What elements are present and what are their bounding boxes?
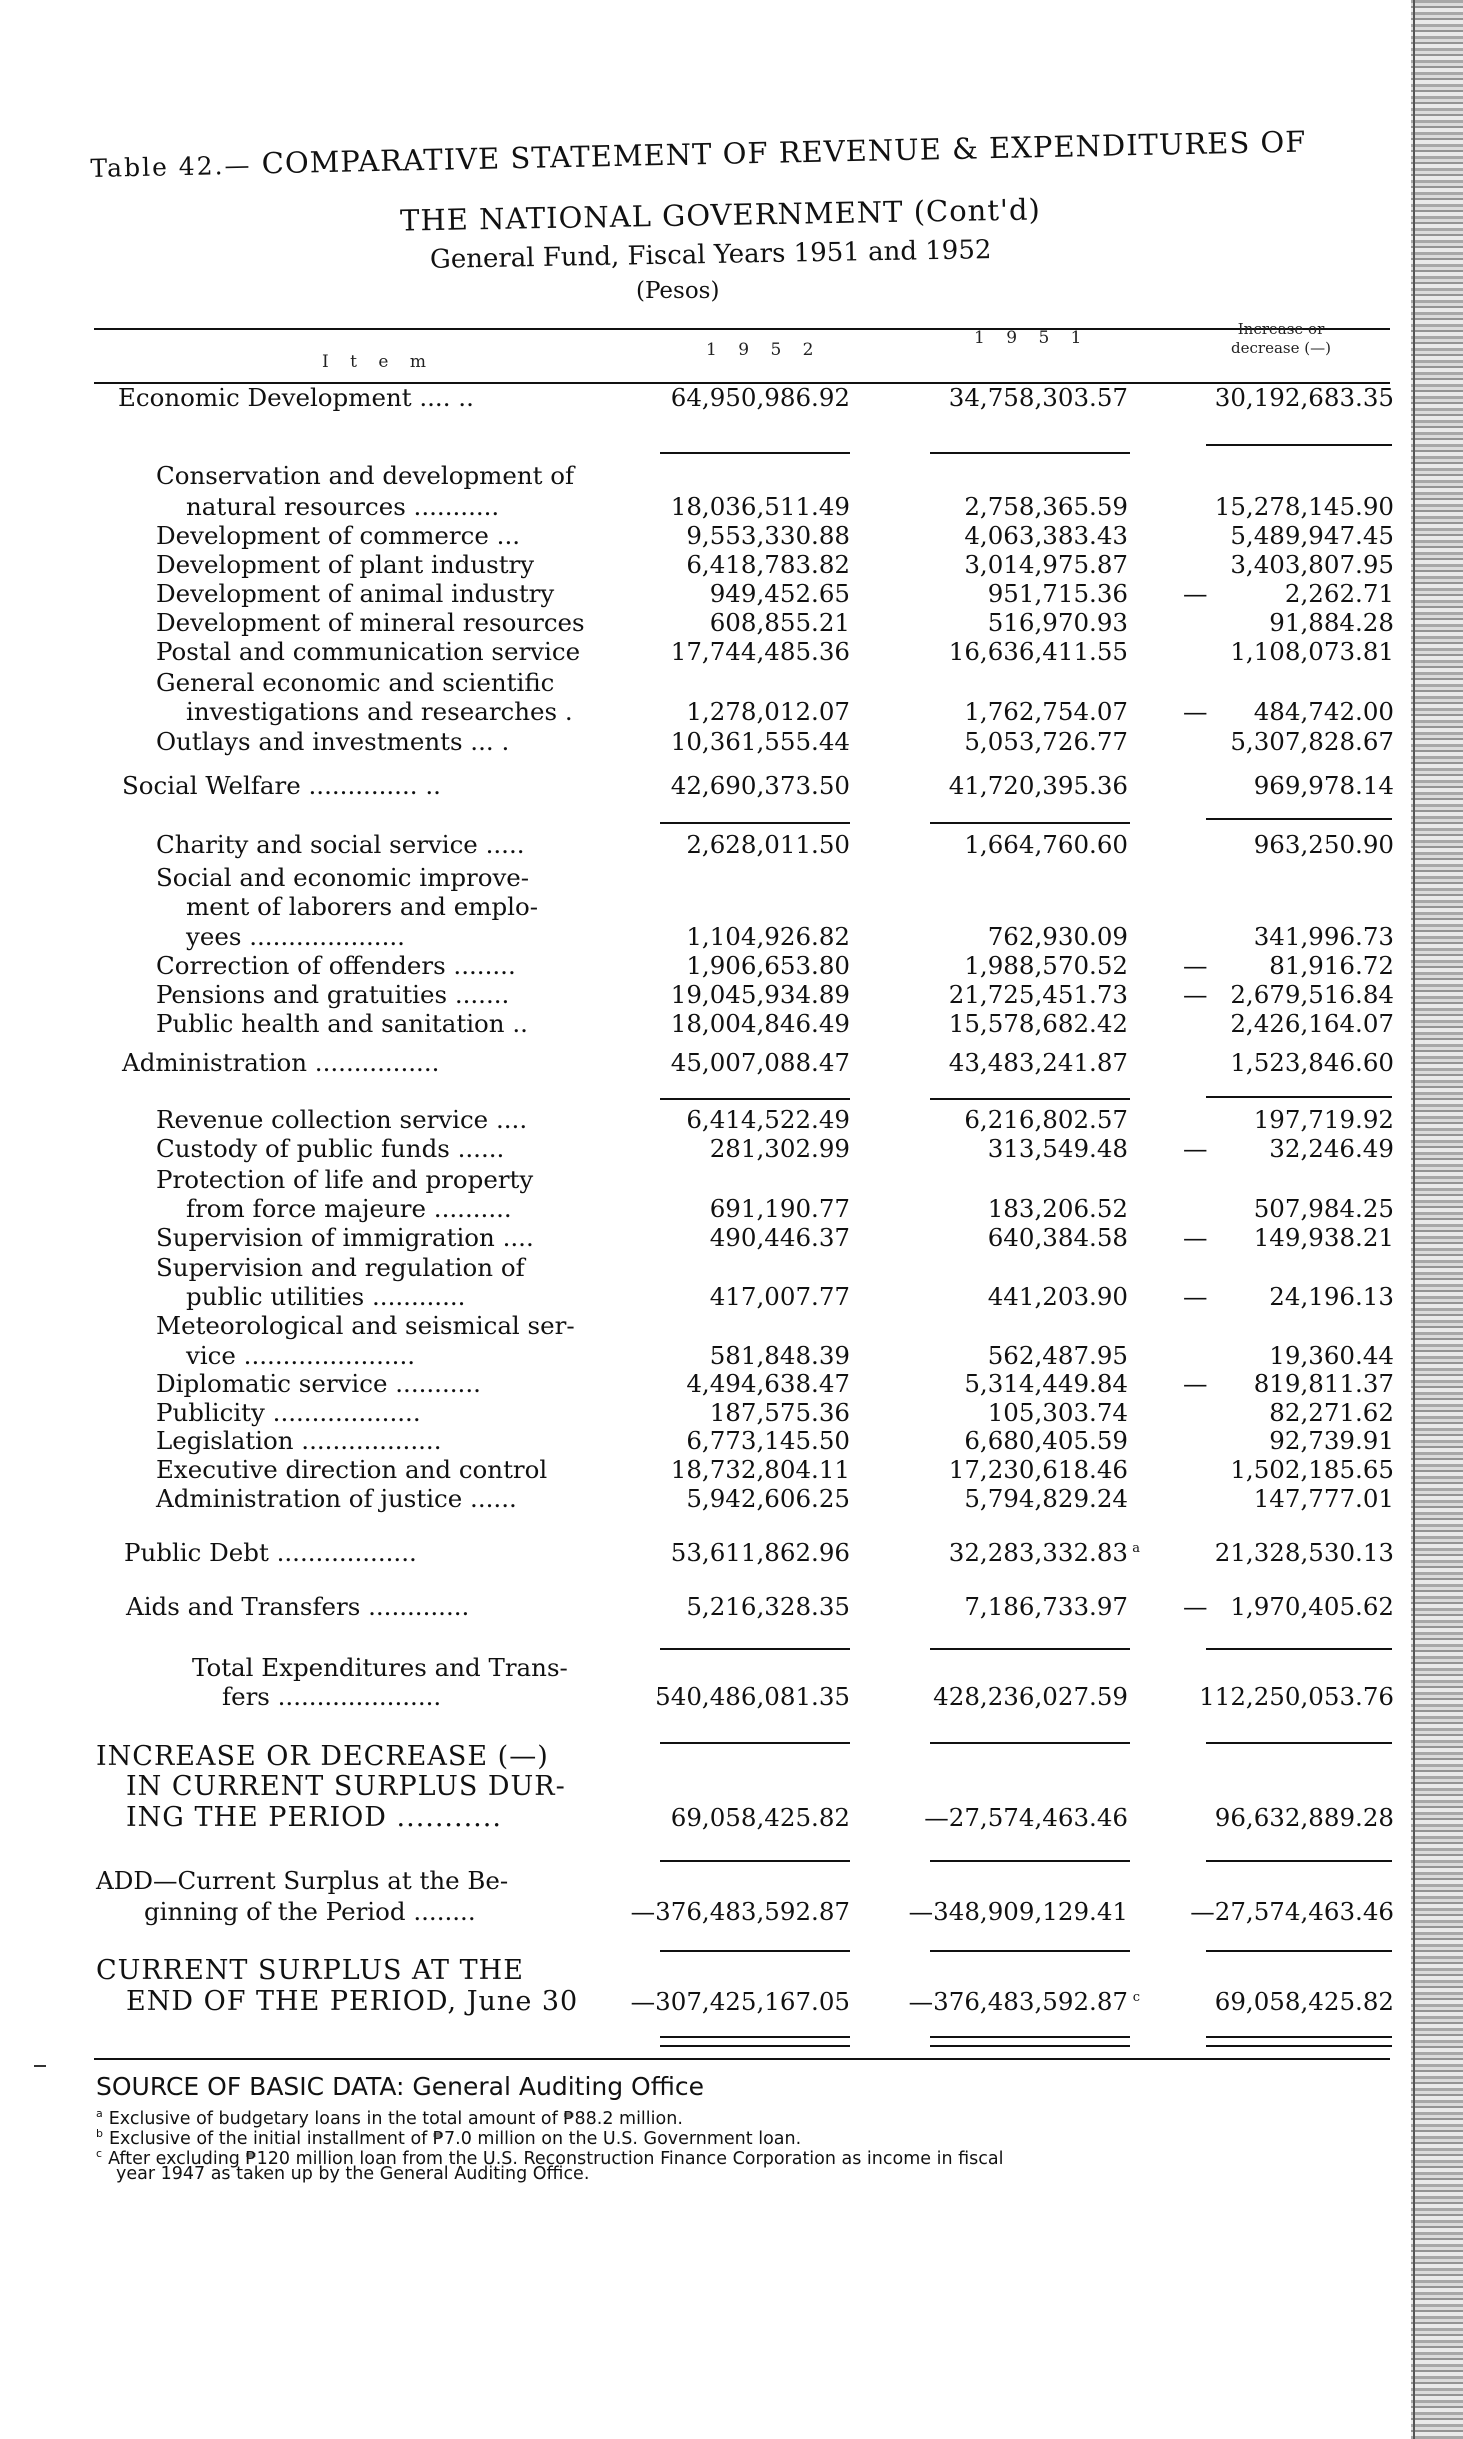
row-label: Economic Development .... .. (118, 383, 474, 412)
value-change: 1,502,185.65 (1230, 1455, 1394, 1484)
footnote-reference: c (1132, 1990, 1140, 2005)
row-label: Administration ................ (122, 1048, 440, 1077)
value-1951-text: 7,186,733.97 (964, 1592, 1128, 1621)
underline (1206, 1096, 1392, 1098)
value-1951 (964, 492, 1128, 522)
value-change: 969,978.14 (1253, 771, 1394, 800)
table-row (0, 461, 1400, 491)
value-change: 81,916.72 (1269, 951, 1394, 980)
table-row (0, 922, 1400, 952)
table-row (0, 1048, 1400, 1078)
value-1952: 64,950,986.92 (670, 383, 850, 412)
value-1951-text: —27,574,463.46 (924, 1803, 1128, 1832)
value-1951-text: 428,236,027.59 (933, 1682, 1128, 1711)
value-change: 5,307,828.67 (1230, 727, 1394, 756)
value-1951 (964, 727, 1128, 757)
underline (660, 1950, 850, 1952)
value-1951 (988, 1341, 1128, 1371)
value-1952: 45,007,088.47 (670, 1048, 850, 1077)
value-1951 (964, 951, 1128, 981)
value-change: 341,996.73 (1253, 922, 1394, 951)
table-number: Table 42.— (90, 150, 252, 183)
row-label: END OF THE PERIOD, June 30 (126, 1986, 579, 2017)
row-label: ment of laborers and emplo- (186, 892, 539, 921)
value-1951-text: 43,483,241.87 (948, 1048, 1128, 1077)
row-label: ING THE PERIOD ........... (126, 1802, 502, 1833)
table-row (0, 1009, 1400, 1039)
value-1951 (988, 1134, 1128, 1164)
value-1951 (964, 1426, 1128, 1456)
row-label: CURRENT SURPLUS AT THE (96, 1955, 524, 1986)
value-1951-text: 2,758,365.59 (964, 492, 1128, 521)
value-change: 2,679,516.84 (1230, 980, 1394, 1009)
table-row (0, 1455, 1400, 1485)
table-row (0, 1484, 1400, 1514)
row-label: IN CURRENT SURPLUS DUR- (126, 1771, 566, 1802)
value-1951-text: 6,216,802.57 (964, 1105, 1128, 1134)
value-change: 96,632,889.28 (1214, 1803, 1394, 1832)
table-row (0, 1253, 1400, 1283)
row-label: Postal and communication service (156, 637, 581, 666)
value-1952: —307,425,167.05 (630, 1987, 850, 2016)
table-row (0, 1105, 1400, 1135)
margin-mark (34, 2065, 46, 2067)
row-label: Social and economic improve- (156, 863, 530, 892)
table-unit: (Pesos) (636, 278, 720, 304)
row-label: Correction of offenders ........ (156, 951, 516, 980)
value-1951-text: 16,636,411.55 (948, 637, 1128, 666)
table-row (0, 830, 1400, 860)
value-1952: 187,575.36 (709, 1398, 850, 1427)
row-label: Custody of public funds ...... (156, 1134, 505, 1163)
value-change: 2,262.71 (1284, 579, 1394, 608)
value-1952: 9,553,330.88 (686, 521, 850, 550)
row-label: Charity and social service ..... (156, 830, 525, 859)
row-label: ADD—Current Surplus at the Be- (96, 1866, 509, 1895)
value-1951 (909, 1897, 1128, 1927)
value-1951 (949, 1048, 1128, 1078)
row-label: Revenue collection service .... (156, 1105, 528, 1134)
value-1951-text: 640,384.58 (987, 1223, 1128, 1252)
double-underline (660, 2036, 850, 2047)
footnote-reference: a (1132, 1541, 1140, 1556)
value-1951-text: 516,970.93 (987, 608, 1128, 637)
value-1951-text: 4,063,383.43 (964, 521, 1128, 550)
table-title-line1: COMPARATIVE STATEMENT OF REVENUE & EXPENDITURES OF (261, 124, 1307, 181)
underline (660, 452, 850, 454)
value-1952: 1,104,926.82 (686, 922, 850, 951)
value-1951 (949, 1455, 1128, 1485)
row-label: vice ...................... (186, 1341, 416, 1370)
decrease-sign: — (1183, 1134, 1208, 1163)
table-row (0, 980, 1400, 1010)
row-label: Supervision of immigration .... (156, 1223, 534, 1252)
table-row (0, 951, 1400, 981)
table-row (0, 1538, 1400, 1568)
value-1951-text: 17,230,618.46 (948, 1455, 1128, 1484)
value-change: 507,984.25 (1253, 1194, 1394, 1223)
value-change: 92,739.91 (1269, 1426, 1394, 1455)
value-1951-text: —348,909,129.41 (908, 1897, 1128, 1926)
footnote-mark: c (96, 2147, 103, 2160)
table-row (0, 1987, 1400, 2017)
table-row (0, 383, 1400, 413)
value-1951-text: 41,720,395.36 (948, 771, 1128, 800)
value-1952: 10,361,555.44 (670, 727, 850, 756)
table-row (0, 579, 1400, 609)
underline (1206, 1860, 1392, 1862)
value-1951 (964, 1592, 1128, 1622)
value-1951 (988, 579, 1128, 609)
table-row (0, 1341, 1400, 1371)
value-1952: 6,418,783.82 (686, 550, 850, 579)
row-label: Outlays and investments ... . (156, 727, 510, 756)
value-1951-text: 951,715.36 (987, 579, 1128, 608)
table-row (0, 1282, 1400, 1312)
row-label: Pensions and gratuities ....... (156, 980, 510, 1009)
value-1952: 1,906,653.80 (686, 951, 850, 980)
value-change: 19,360.44 (1269, 1341, 1394, 1370)
column-header-item: I t e m (322, 352, 434, 372)
value-change: 24,196.13 (1269, 1282, 1394, 1311)
table-row (0, 550, 1400, 580)
value-1951 (988, 608, 1128, 638)
footnote-text: After excluding ₱120 million loan from the U.S. Reconstruction Finance Corporation as income in fiscal (108, 2148, 1004, 2169)
row-label: natural resources ........... (186, 492, 500, 521)
value-1952: 5,216,328.35 (686, 1592, 850, 1621)
value-1951-text: 441,203.90 (987, 1282, 1128, 1311)
value-1951-text: 183,206.52 (987, 1194, 1128, 1223)
value-1952: 18,036,511.49 (670, 492, 850, 521)
row-label: Development of mineral resources (156, 608, 585, 637)
value-1952: 6,773,145.50 (686, 1426, 850, 1455)
value-1951-text: 5,794,829.24 (964, 1484, 1128, 1513)
footnote-mark: a (96, 2107, 103, 2120)
row-label: Administration of justice ...... (156, 1484, 517, 1513)
value-1951-text: 15,578,682.42 (948, 1009, 1128, 1038)
value-1951-text: 1,664,760.60 (964, 830, 1128, 859)
value-1952: 1,278,012.07 (686, 697, 850, 726)
value-change: 819,811.37 (1253, 1369, 1394, 1398)
table-row (0, 1772, 1400, 1802)
column-header-1952: 1 9 5 2 (706, 340, 822, 360)
underline (930, 1860, 1130, 1862)
underline (1206, 1950, 1392, 1952)
underline (1206, 818, 1392, 820)
value-1952: 417,007.77 (709, 1282, 850, 1311)
underline (930, 1648, 1130, 1650)
value-change: 30,192,683.35 (1214, 383, 1394, 412)
underline (660, 1648, 850, 1650)
value-change: 484,742.00 (1253, 697, 1394, 726)
table-row (0, 608, 1400, 638)
source-line: SOURCE OF BASIC DATA: General Auditing Office (96, 2072, 705, 2101)
decrease-sign: — (1183, 951, 1208, 980)
value-1952: 69,058,425.82 (670, 1803, 850, 1832)
table-row (0, 1311, 1400, 1341)
value-1952: 581,848.39 (709, 1341, 850, 1370)
table-row (0, 1194, 1400, 1224)
row-label: Executive direction and control (156, 1455, 548, 1484)
underline (930, 1742, 1130, 1744)
value-change: 21,328,530.13 (1214, 1538, 1394, 1567)
table-row (0, 1682, 1400, 1712)
value-1951-text: 1,988,570.52 (964, 951, 1128, 980)
value-change: 149,938.21 (1253, 1223, 1394, 1252)
underline (930, 1950, 1130, 1952)
value-1951-text: 21,725,451.73 (948, 980, 1128, 1009)
value-1951 (964, 1369, 1128, 1399)
value-1951 (964, 1484, 1128, 1514)
table-row (0, 1426, 1400, 1456)
row-label: Development of plant industry (156, 550, 535, 579)
row-label: Supervision and regulation of (156, 1253, 525, 1282)
decrease-sign: — (1183, 697, 1208, 726)
table-row (0, 697, 1400, 727)
table-row (0, 1866, 1400, 1896)
underline (930, 452, 1130, 454)
row-label: Conservation and development of (156, 461, 575, 490)
value-1951 (988, 1223, 1128, 1253)
value-1951 (988, 1398, 1128, 1428)
underline (660, 1742, 850, 1744)
value-1951 (964, 1105, 1128, 1135)
table-row (0, 668, 1400, 698)
table-row (0, 1742, 1400, 1772)
value-1951-text: 6,680,405.59 (964, 1426, 1128, 1455)
row-label: yees .................... (186, 922, 405, 951)
value-change: 15,278,145.90 (1214, 492, 1394, 521)
value-change: 2,426,164.07 (1230, 1009, 1394, 1038)
underline (660, 1098, 850, 1100)
value-1951-text: 105,303.74 (987, 1398, 1128, 1427)
table-row (0, 1165, 1400, 1195)
table-row (0, 1803, 1400, 1833)
value-1951 (988, 1194, 1128, 1224)
footnote-text: Exclusive of budgetary loans in the total amount of ₱88.2 million. (108, 2108, 683, 2129)
value-1951 (964, 550, 1128, 580)
value-1951-text: 1,762,754.07 (964, 697, 1128, 726)
value-1952: 17,744,485.36 (670, 637, 850, 666)
footnote-text: year 1947 as taken up by the General Auditing Office. (116, 2164, 590, 2184)
footnote-mark: b (96, 2127, 103, 2140)
double-underline (1206, 2036, 1392, 2047)
double-underline (930, 2036, 1130, 2047)
row-label: ginning of the Period ........ (144, 1897, 476, 1926)
value-1951 (933, 1682, 1128, 1712)
value-1952: 6,414,522.49 (686, 1105, 850, 1134)
value-1951 (949, 771, 1128, 801)
value-1951-text: 313,549.48 (987, 1134, 1128, 1163)
row-label: Legislation .................. (156, 1426, 442, 1455)
table-row (0, 727, 1400, 757)
value-1951 (924, 1803, 1128, 1833)
value-1952: 4,494,638.47 (686, 1369, 850, 1398)
page-edge-line (1413, 0, 1415, 2439)
table-row (0, 1592, 1400, 1622)
value-1951-text: 32,283,332.83 (948, 1538, 1128, 1567)
value-change: 112,250,053.76 (1199, 1682, 1394, 1711)
value-1951 (949, 980, 1128, 1010)
row-label: Aids and Transfers ............. (126, 1592, 470, 1621)
value-1952: —376,483,592.87 (630, 1897, 850, 1926)
table-row (0, 1653, 1400, 1683)
table-row (0, 521, 1400, 551)
footnote (116, 2164, 589, 2184)
underline (930, 822, 1130, 824)
value-change: 147,777.01 (1253, 1484, 1394, 1513)
column-header-change-line1: Increase or (1237, 320, 1325, 338)
table-row (0, 863, 1400, 893)
value-1952: 5,942,606.25 (686, 1484, 850, 1513)
value-1951 (908, 1987, 1140, 2017)
row-label: fers ..................... (222, 1682, 442, 1711)
row-label: Publicity ................... (156, 1398, 421, 1427)
row-label: Protection of life and property (156, 1165, 534, 1194)
table-row (0, 1398, 1400, 1428)
value-1951-text: 5,314,449.84 (964, 1369, 1128, 1398)
table-row (0, 637, 1400, 667)
row-label: Diplomatic service ........... (156, 1369, 481, 1398)
footnote-text: Exclusive of the initial installment of ₱7.0 million on the U.S. Government loan. (108, 2128, 802, 2149)
value-1952: 540,486,081.35 (655, 1682, 850, 1711)
value-change: 91,884.28 (1269, 608, 1394, 637)
table-subtitle: General Fund, Fiscal Years 1951 and 1952 (429, 235, 992, 275)
row-label: Public Debt .................. (124, 1538, 417, 1567)
underline (1206, 1648, 1392, 1650)
value-1952: 2,628,011.50 (686, 830, 850, 859)
value-1952: 281,302.99 (709, 1134, 850, 1163)
decrease-sign: — (1183, 1223, 1208, 1252)
value-change: 5,489,947.45 (1230, 521, 1394, 550)
value-change: 1,523,846.60 (1230, 1048, 1394, 1077)
row-label: from force majeure .......... (186, 1194, 512, 1223)
value-change: 1,108,073.81 (1230, 637, 1394, 666)
value-change: 32,246.49 (1269, 1134, 1394, 1163)
value-1951 (949, 383, 1128, 413)
value-1951 (949, 1009, 1128, 1039)
underline (930, 1098, 1130, 1100)
value-1951 (964, 521, 1128, 551)
value-1952: 608,855.21 (709, 608, 850, 637)
value-change: 197,719.92 (1253, 1105, 1394, 1134)
decrease-sign: — (1183, 1592, 1208, 1621)
column-header-1951: 1 9 5 1 (974, 328, 1090, 348)
row-label: Total Expenditures and Trans- (192, 1653, 568, 1682)
value-1951-text: 762,930.09 (987, 922, 1128, 951)
underline (660, 1860, 850, 1862)
value-1951-text: 3,014,975.87 (964, 550, 1128, 579)
row-label: Development of commerce ... (156, 521, 521, 550)
value-change: 82,271.62 (1269, 1398, 1394, 1427)
table-row (0, 1134, 1400, 1164)
value-1951-text: 562,487.95 (987, 1341, 1128, 1370)
row-label: investigations and researches . (186, 697, 573, 726)
value-1952: 42,690,373.50 (670, 771, 850, 800)
decrease-sign: — (1183, 980, 1208, 1009)
underline (1206, 1742, 1392, 1744)
value-1952: 18,732,804.11 (670, 1455, 850, 1484)
table-end-rule (94, 2058, 1390, 2060)
value-change: —27,574,463.46 (1190, 1897, 1394, 1926)
table-row (0, 1956, 1400, 1986)
table-row (0, 1897, 1400, 1927)
value-1952: 691,190.77 (709, 1194, 850, 1223)
table-row (0, 771, 1400, 801)
row-label: Social Welfare .............. .. (122, 771, 441, 800)
row-label: Meteorological and seismical ser- (156, 1311, 575, 1340)
table-title-line2: THE NATIONAL GOVERNMENT (Cont'd) (399, 192, 1042, 238)
column-header-change-line2: decrease (—) (1231, 339, 1331, 357)
row-label: General economic and scientific (156, 668, 555, 697)
table-title (90, 123, 1390, 184)
value-1951 (988, 1282, 1128, 1312)
decrease-sign: — (1183, 579, 1208, 608)
underline (1206, 444, 1392, 446)
table-row (0, 892, 1400, 922)
value-1952: 490,446.37 (709, 1223, 850, 1252)
decrease-sign: — (1183, 1369, 1208, 1398)
value-1951-text: 5,053,726.77 (964, 727, 1128, 756)
table-row (0, 492, 1400, 522)
value-1952: 53,611,862.96 (670, 1538, 850, 1567)
row-label: Public health and sanitation .. (156, 1009, 528, 1038)
value-1951-text: 34,758,303.57 (948, 383, 1128, 412)
scanned-page-edge (1411, 0, 1463, 2439)
value-1951 (949, 637, 1128, 667)
row-label: public utilities ............ (186, 1282, 466, 1311)
value-change: 69,058,425.82 (1214, 1987, 1394, 2016)
table-row (0, 1223, 1400, 1253)
value-1951 (964, 697, 1128, 727)
value-1951 (988, 922, 1128, 952)
column-header-change (1196, 320, 1366, 358)
value-1952: 949,452.65 (709, 579, 850, 608)
value-1952: 18,004,846.49 (670, 1009, 850, 1038)
decrease-sign: — (1183, 1282, 1208, 1311)
value-change: 3,403,807.95 (1230, 550, 1394, 579)
value-change: 1,970,405.62 (1230, 1592, 1394, 1621)
table-row (0, 1369, 1400, 1399)
value-1951-text: —376,483,592.87 (908, 1987, 1128, 2016)
value-1951 (948, 1538, 1140, 1568)
row-label: INCREASE OR DECREASE (—) (96, 1741, 549, 1772)
value-change: 963,250.90 (1253, 830, 1394, 859)
underline (660, 822, 850, 824)
row-label: Development of animal industry (156, 579, 555, 608)
value-1951 (964, 830, 1128, 860)
value-1952: 19,045,934.89 (670, 980, 850, 1009)
